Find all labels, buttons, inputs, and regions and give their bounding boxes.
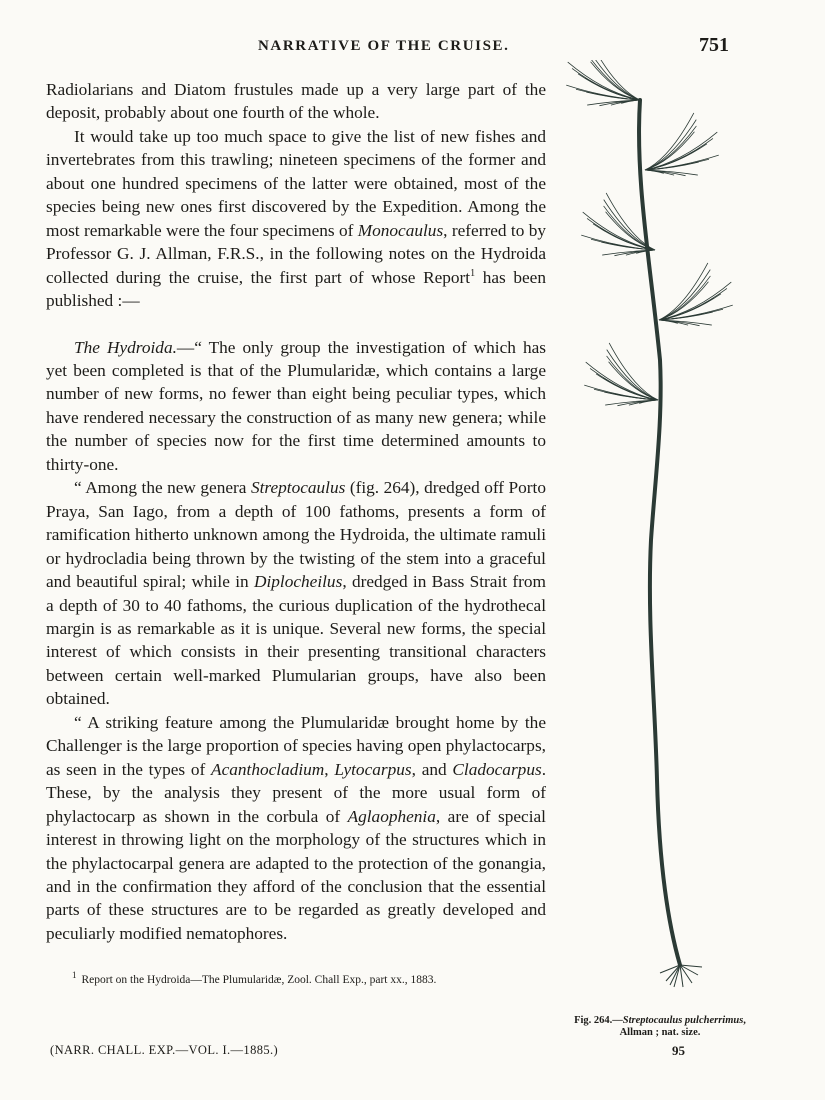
text-run: has been published :—: [46, 267, 546, 311]
caption-label: Fig. 264.—: [574, 1015, 623, 1026]
hydrocladia-plumes: [566, 60, 732, 406]
main-text-column: [46, 78, 546, 945]
text-run: , are of special interest in throwing light on the morphology of the structures which in the phylactocarpal genera are adapted to the protection of the gonangia, and in the confirmation they afford of the conclusion that the essential parts of these structures are to be regarded as greatly developed and peculiarly modified nematophores.: [46, 806, 546, 943]
streptocaulus-illustration: [555, 60, 735, 1000]
paragraph-hydroida: [46, 336, 546, 477]
text-run: “ A striking feature among the Plumularidæ brought home by the Challenger is the large proportion of species having open phylactocarps, as seen in the types of: [46, 712, 546, 779]
signature-line: (NARR. CHALL. EXP.—VOL. I.—1885.): [50, 1043, 279, 1057]
genus-name: Monocaulus: [357, 220, 444, 240]
caption-rest: , Allman ; nat. size.: [619, 1015, 746, 1038]
text-run: ,: [324, 759, 335, 779]
stem: [639, 100, 680, 965]
genus-name: Streptocaulus: [250, 478, 346, 498]
footnote-marker: 1: [72, 970, 77, 981]
footnote-reference[interactable]: 1: [470, 267, 476, 279]
paragraph-deposit: [46, 78, 546, 125]
holdfast: [660, 965, 702, 987]
paragraph-trawling: [46, 125, 546, 313]
text-run: —“ The only group the investigation of which has yet been completed is that of the Plumularidæ, which contains a large number of new forms, no fewer than eight being peculiar types, which have rendered necessary the construction of as many new genera; while the number of species now for the first time determined amounts to thirty-one.: [46, 337, 546, 474]
text-run: . These, by the analysis they present of the more usual form of phylactocarp as shown in the corbula of: [46, 759, 547, 826]
section-heading: The Hydroida.: [74, 337, 177, 357]
caption-species: Streptocaulus pulcherrimus: [622, 1015, 744, 1026]
genus-name: Acanthocladium: [211, 759, 325, 779]
text-run: (fig. 264), dredged off Porto Praya, San Iago, from a depth of 100 fathoms, presents a form of ramification hitherto unknown among the Hydroida, the ultimate ramuli or hydrocladia being thrown by the twisting of the stem into a graceful and beautiful spiral; while in: [46, 478, 546, 592]
paragraph-phylactocarps: [46, 711, 546, 946]
text-run: “ Among the new genera: [74, 478, 251, 498]
footnote-text: Report on the Hydroida—The Plumularidæ, Zool. Chall Exp., part xx., 1883.: [81, 974, 437, 986]
running-title: NARRATIVE OF THE CRUISE.: [258, 38, 510, 54]
page-header: [0, 34, 825, 58]
text-run: , and: [411, 759, 453, 779]
text-run: , dredged in Bass Strait from a depth of 30 to 40 fathoms, the curious duplication of the hydrothecal margin is as remarkable as it is unique. Several new forms, the special interest of which consists in their presenting transitional characters between certain well-marked Plumularian groups, have also been obtained.: [46, 572, 546, 709]
genus-name: Lytocarpus: [334, 759, 412, 779]
sheet-number: 95: [672, 1043, 685, 1058]
footnote: [72, 970, 552, 986]
text-run: , referred to by Professor G. J. Allman, F.R.S., in the following notes on the Hydroida collected during the cruise, the first part of whose Report: [46, 220, 546, 287]
genus-name: Diplocheilus: [253, 572, 343, 592]
genus-name: Aglaophenia: [347, 806, 436, 826]
page-number: 751: [699, 34, 729, 56]
paragraph-new-genera: [46, 476, 546, 711]
text-run: It would take up too much space to give the list of new fishes and invertebrates from this trawling; nineteen specimens of the former and about one hundred specimens of the latter were obtained, most of the species being new ones first discovered by the Expedition. Among the most remarkable were the four specimens of: [46, 126, 546, 240]
paragraph-text: Radiolarians and Diatom frustules made up a very large part of the deposit, probably about one fourth of the whole.: [46, 80, 546, 123]
genus-name: Cladocarpus: [452, 759, 542, 779]
figure-caption: [560, 1015, 760, 1039]
